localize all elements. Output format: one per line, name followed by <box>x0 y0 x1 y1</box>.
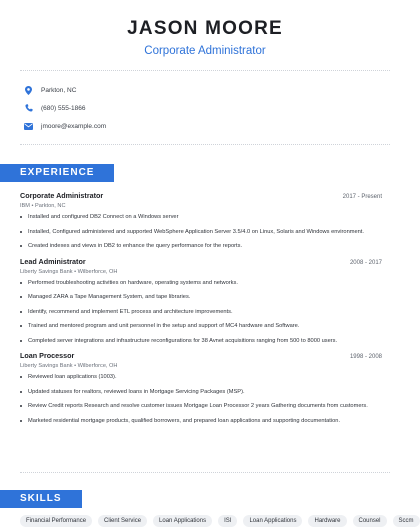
candidate-name: JASON MOORE <box>127 18 283 39</box>
job-entry <box>20 257 382 346</box>
email-icon <box>24 122 33 131</box>
contact-location-text: Parkton, NC <box>41 86 77 94</box>
job-company-line: IBM • Parkton, NC <box>20 203 66 209</box>
resume-header <box>0 0 410 58</box>
job-bullet: Review Credit reports Research and resolve customer issues Mortgage Loan Processor 2 years Gathering documents from customers. <box>20 402 382 411</box>
job-bullet: Completed server integrations and infrastructure reconfigurations for 38 Avnet acquisitions ranging from 500 to 8000 users. <box>20 337 382 346</box>
experience-divider <box>20 472 390 473</box>
job-title: Lead Administrator <box>20 256 86 266</box>
skill-chip: Sccm <box>393 515 420 527</box>
job-location: Wilberforce, OH <box>77 268 118 275</box>
skill-list <box>0 508 414 527</box>
job-title: Corporate Administrator <box>20 191 104 200</box>
job-company: IBM <box>20 203 30 209</box>
contact-email <box>24 117 386 135</box>
job-location: Parkton, NC <box>35 203 66 209</box>
skills-heading: SKILLS <box>0 490 82 508</box>
phone-icon <box>24 104 33 113</box>
contact-phone <box>24 99 386 117</box>
job-dates: 2008 - 2017 <box>349 259 382 266</box>
contact-phone-text: (680) 555-1866 <box>41 104 86 112</box>
job-company: Liberty Savings Bank <box>20 268 73 275</box>
contact-list <box>0 71 410 135</box>
job-bullet: Trained and mentored program and unit personnel in the setup and support of MC4 hardware and Software. <box>20 322 382 331</box>
job-bullet: Updated statuses for realtors, reviewed loans in Mortgage Servicing Packages (MSP). <box>20 388 382 397</box>
job-location: Wilberforce, OH <box>77 363 118 369</box>
job-bullet: Managed ZARA a Tape Management System, and tape libraries. <box>20 293 382 302</box>
job-bullet: Reviewed loan applications (1003). <box>20 373 382 382</box>
location-pin-icon <box>24 86 33 95</box>
job-bullets <box>20 373 382 425</box>
job-entry <box>20 191 382 251</box>
job-bullet: Installed and configured DB2 Connect on a Windows server <box>20 213 382 222</box>
job-company-line: Liberty Savings Bank • Wilberforce, OH <box>20 363 118 369</box>
skill-chip: Hardware <box>308 515 346 527</box>
job-company: Liberty Savings Bank <box>20 363 73 369</box>
job-list <box>0 182 410 425</box>
contact-email-text: jmoore@example.com <box>41 122 107 130</box>
job-bullet: Performed troubleshooting activities on hardware, operating systems and networks. <box>20 279 382 288</box>
job-dates: 1998 - 2008 <box>349 354 382 360</box>
candidate-title: Corporate Administrator <box>144 45 266 57</box>
job-company-line: Liberty Savings Bank • Wilberforce, OH <box>20 268 118 275</box>
job-bullet: Marketed residential mortgage products, qualified borrowers, and prepared loan applications and supporting documentation. <box>20 417 382 426</box>
job-bullet: Created indexes and views in DB2 to enhance the query performance for the reports. <box>20 242 382 251</box>
job-entry <box>20 351 382 425</box>
skill-chip: Financial Performance <box>20 515 92 527</box>
contacts-divider <box>20 144 390 145</box>
job-bullet: Identify, recommend and implement ETL process and architecture improvements. <box>20 308 382 317</box>
skill-chip: Loan Applications <box>153 515 212 527</box>
skill-chip: ISI <box>218 515 237 527</box>
job-bullet: Installed, Configured administered and supported WebSphere Application Server 3.5/4.0 on Linux, Solaris and Windows environment. <box>20 228 382 237</box>
job-dates: 2017 - Present <box>342 194 382 200</box>
experience-section <box>0 162 410 431</box>
contact-location <box>24 81 386 99</box>
skill-chip: Loan Applications <box>243 515 302 527</box>
job-bullets <box>20 213 382 251</box>
skills-section <box>0 488 414 527</box>
skill-chip: Counsel <box>353 515 387 527</box>
job-bullets <box>20 279 382 346</box>
experience-heading: EXPERIENCE <box>0 164 114 182</box>
skill-chip: Client Service <box>98 515 147 527</box>
job-title: Loan Processor <box>20 351 75 360</box>
